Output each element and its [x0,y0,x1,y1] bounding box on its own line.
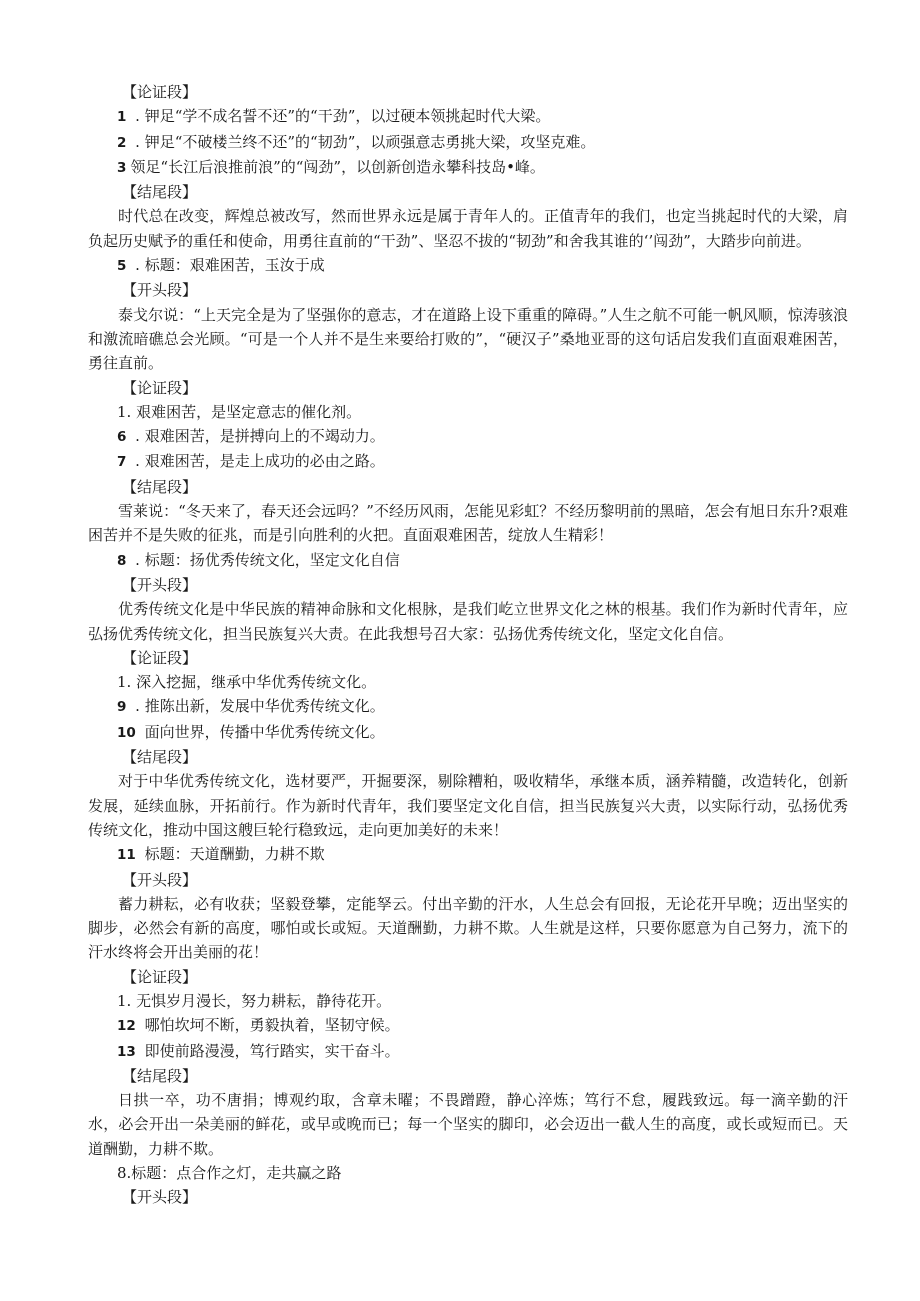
list-item [88,104,848,129]
section-heading: 【结尾段】 [122,1066,198,1085]
section-heading: 【论证段】 [122,83,198,101]
list-item-text: 哪怕坎坷不断，勇毅执着，坚韧守候。 [139,1016,400,1035]
list-item [88,130,848,155]
section-heading: 【开头段】 [122,1188,198,1207]
section-heading: 【论证段】 [122,967,198,986]
body-paragraph: 对于中华优秀传统文化，选材要严，开掘要深，剔除糟粕，吸收精华，承继本质，涵养精髓，改造转化，创新发展，延续血脉，开拓前行。作为新时代青年，我们要坚定文化自信，担当民族复兴大责，以实际行动，弘扬优秀传统文化，推动中国这艘巨轮行稳致远，走向更加美好的未来！ [88,772,848,839]
list-item [88,155,848,180]
list-item-text: . 艰难困苦，是走上成功的必由之路。 [130,452,385,471]
section-heading: 【开头段】 [122,870,198,889]
list-item-number: 5 [117,258,127,275]
section-heading: 【结尾段】 [122,477,198,496]
body-paragraph: 泰戈尔说：“上天完全是为了坚强你的意志，才在道路上设下重重的障碍。”人生之航不可能一帆风顺，惊涛骇浪和激流暗礁总会光顾。“可是一个人并不是生来要给打败的”，“硬汉子”桑地亚哥的这句话启发我们直面艰难困苦，勇往直前。 [88,305,848,373]
list-item-text: 标题：天道酬勤，力耕不欺 [139,845,325,864]
list-item-text: . 艰难困苦，是拼搏向上的不竭动力。 [130,427,385,446]
list-item [88,548,848,573]
body-paragraph: 雪莱说：“冬天来了，春天还会远吗？”不经历风雨，怎能见彩虹？不经历黎明前的黑暗，怎会有旭日东升?艰难困苦并不是失败的征兆，而是引向胜利的火把。直面艰难困苦，绽放人生精彩！ [88,502,848,545]
list-item-text: 即使前路漫漫，笃行踏实，实干奋斗。 [139,1041,400,1060]
section-heading: 【结尾段】 [122,183,198,202]
list-item-text: 面向世界，传播中华优秀传统文化。 [139,722,385,741]
list-item-number: 13 [117,1043,136,1060]
body-paragraph: 蓄力耕耘，必有收获；坚毅登攀，定能孥云。付出辛勤的汗水，人生总会有回报，无论花开早晚；迈出坚实的脚步，必然会有新的高度，哪怕或长或短。天道酬勤，力耕不欺。人生就是这样，只要你愿意为自己努力，流下的汗水终将会开出美丽的花！ [88,894,848,962]
list-item [88,1013,848,1038]
list-item: 1. 深入挖掘，继承中华优秀传统文化。 [117,673,377,692]
list-item-text: . 标题：扬优秀传统文化，坚定文化自信 [130,550,400,569]
list-item [88,694,848,719]
list-item-text: 领足“长江后浪推前浪”的“闯劲”，以创新创造永攀科技岛•峰。 [130,157,545,176]
body-paragraph: 优秀传统文化是中华民族的精神命脉和文化根脉，是我们屹立世界文化之林的根基。我们作为新时代青年，应弘扬优秀传统文化，担当民族复兴大责。在此我想号召大家：弘扬优秀传统文化，坚定文化自信。 [88,600,848,643]
body-paragraph: 日拱一卒，功不唐捐；博观约取，含章未曜；不畏蹭蹬，静心淬炼；笃行不怠，履践致远。每一滴辛勤的汗水，必会开出一朵美丽的鲜花，或早或晚而已；每一个坚实的脚印，必会迈出一截人生的高度，或长或短而已。天道酬勤，力耕不欺。 [88,1091,848,1158]
list-item [88,449,848,474]
list-item [88,720,848,745]
section-heading: 【结尾段】 [122,748,198,767]
document-page [88,80,848,1210]
section-heading: 【论证段】 [122,648,198,667]
section-heading: 【开头段】 [122,281,198,300]
list-item [88,1039,848,1064]
list-item-text: . 标题：艰难困苦，玉汝于成 [130,256,325,275]
list-item-number: 6 [117,429,127,446]
list-item-number: 8 [117,552,127,569]
section-heading: 【开头段】 [122,575,198,594]
list-item: 1. 无惧岁月漫长，努力耕耘，静待花开。 [117,991,392,1010]
list-item [88,842,848,867]
list-item [88,424,848,449]
list-item-number: 9 [117,699,127,716]
list-item-number: 11 [117,847,136,864]
list-item-number: 1 [117,109,127,126]
list-item-number: 2 [117,134,127,151]
list-item-number: 3 [117,159,127,176]
list-item: 1. 艰难困苦，是坚定意志的催化剂。 [117,402,362,421]
list-item-number: 12 [117,1018,136,1035]
list-item-number: 10 [117,724,136,741]
list-item-number: 7 [117,454,127,471]
list-item-text: . 钾足“不破楼兰终不还”的“韧劲”，以顽强意志勇挑大梁，攻坚克难。 [130,132,596,151]
list-item [88,253,848,278]
list-item-text: . 推陈出新，发展中华优秀传统文化。 [130,697,385,716]
essay-title: 8.标题：点合作之灯，走共赢之路 [117,1164,342,1183]
list-item-text: . 钾足“学不成名誓不还”的“干劲”，以过硬本领挑起时代大梁。 [130,107,551,126]
section-heading: 【论证段】 [122,378,198,397]
body-paragraph: 时代总在改变，辉煌总被改写，然而世界永远是属于青年人的。正值青年的我们，也定当挑起时代的大梁，肩负起历史赋予的重任和使命，用勇往直前的“干劲”、坚忍不拔的“韧劲”和舍我其谁的‘’闯劲”，大踏步向前进。 [88,207,848,250]
